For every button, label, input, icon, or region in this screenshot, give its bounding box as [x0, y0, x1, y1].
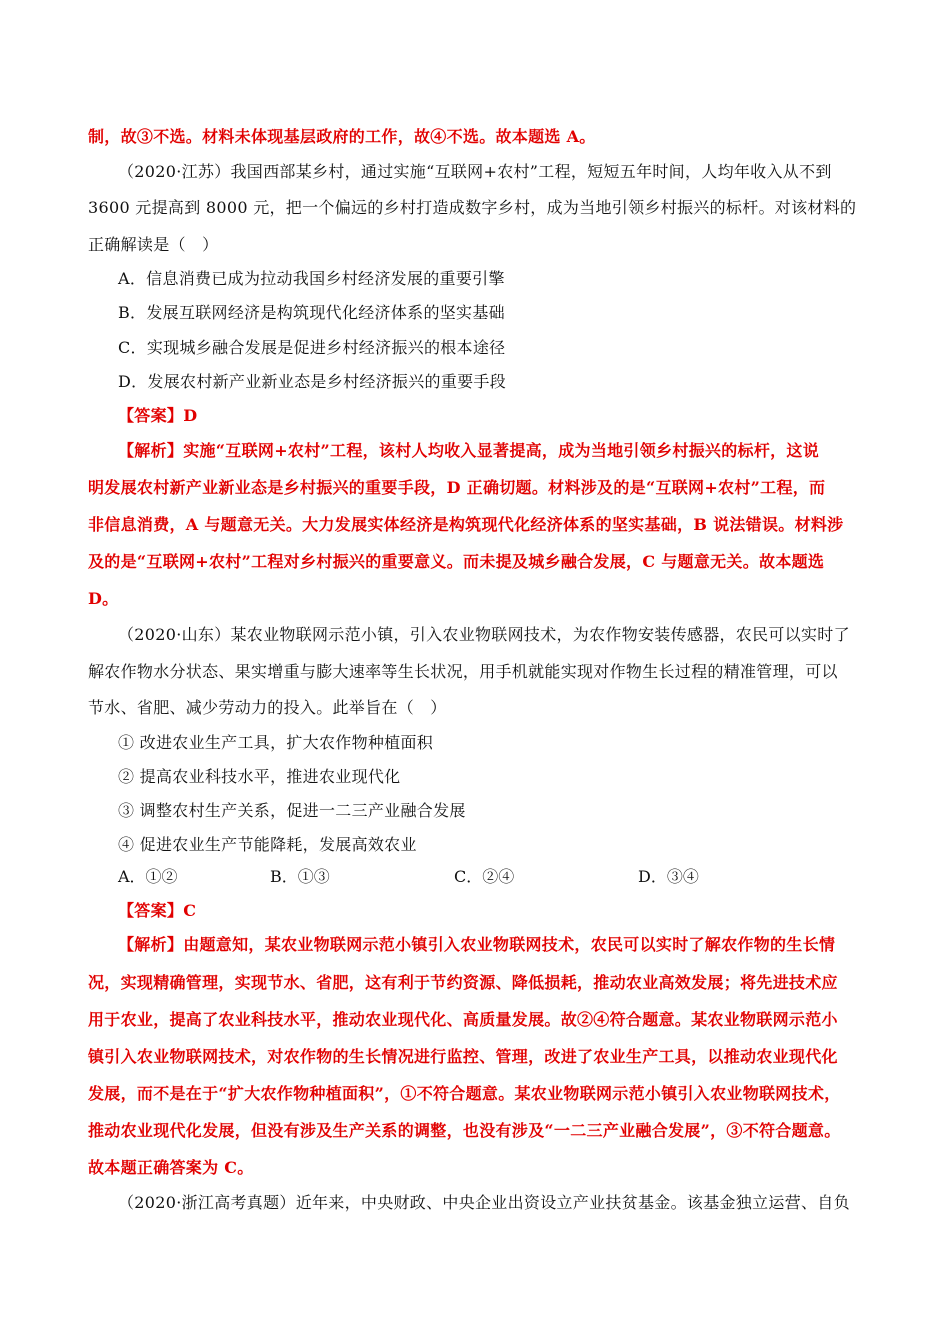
q2-answer: 【答案】C	[118, 901, 197, 920]
q2-item-3: ③ 调整农村生产关系，促进一二三产业融合发展	[118, 801, 466, 820]
q2-analysis-line-5: 发展，而不是在于“扩大农作物种植面积”，①不符合题意。某农业物联网示范小镇引入农业物联网技术，	[88, 1084, 841, 1103]
q1-option-a: A．信息消费已成为拉动我国乡村经济发展的重要引擎	[118, 269, 505, 288]
q1-analysis-line-5: D。	[88, 589, 119, 608]
q1-option-b: B．发展互联网经济是构筑现代化经济体系的坚实基础	[118, 303, 505, 322]
q3-stem-line-1: （2020·浙江高考真题）近年来，中央财政、中央企业出资设立产业扶贫基金。该基金独立运营、自负	[118, 1193, 850, 1212]
q2-item-1: ① 改进农业生产工具，扩大农作物种植面积	[118, 733, 434, 752]
q1-stem-line-3: 正确解读是（ ）	[88, 235, 219, 254]
q2-option-a: A．①②	[118, 867, 178, 886]
q1-option-d: D．发展农村新产业新业态是乡村经济振兴的重要手段	[118, 372, 507, 391]
q2-analysis-line-4: 镇引入农业物联网技术，对农作物的生长情况进行监控、管理，改进了农业生产工具，以推动农业现代化	[88, 1047, 838, 1066]
q2-analysis-line-6: 推动农业现代化发展，但没有涉及生产关系的调整，也没有涉及“一二三产业融合发展”，③不符合题意。	[88, 1121, 841, 1140]
q2-option-d: D．③④	[638, 867, 699, 886]
q2-stem-line-3: 节水、省肥、减少劳动力的投入。此举旨在（ ）	[88, 698, 447, 717]
q2-analysis-line-7: 故本题正确答案为 C。	[88, 1158, 254, 1177]
previous-analysis-tail: 制，故③不选。材料未体现基层政府的工作，故④不选。故本题选 A。	[88, 127, 596, 146]
q2-option-b: B．①③	[270, 867, 330, 886]
q2-item-2: ② 提高农业科技水平，推进农业现代化	[118, 767, 401, 786]
q1-analysis-line-2: 明发展农村新产业新业态是乡村振兴的重要手段，D 正确切题。材料涉及的是“互联网+农村”工程，而	[88, 478, 826, 497]
q1-analysis-line-3: 非信息消费，A 与题意无关。大力发展实体经济是构筑现代化经济体系的坚实基础，B 说法错误。材料涉	[88, 515, 844, 534]
q2-item-4: ④ 促进农业生产节能降耗，发展高效农业	[118, 835, 417, 854]
q2-stem-line-2: 解农作物水分状态、果实增重与膨大速率等生长状况，用手机就能实现对作物生长过程的精准管理，可以	[88, 662, 838, 681]
q1-answer: 【答案】D	[118, 406, 198, 425]
q2-analysis-line-3: 用于农业，提高了农业科技水平，推动农业现代化、高质量发展。故②④符合题意。某农业物联网示范小	[88, 1010, 838, 1029]
q2-analysis-line-2: 况，实现精确管理，实现节水、省肥，这有利于节约资源、降低损耗，推动农业高效发展；将先进技术应	[88, 973, 838, 992]
q2-stem-line-1: （2020·山东）某农业物联网示范小镇，引入农业物联网技术，为农作物安装传感器，农民可以实时了	[118, 625, 850, 644]
q2-analysis-line-1: 【解析】由题意知，某农业物联网示范小镇引入农业物联网技术，农民可以实时了解农作物的生长情	[118, 935, 836, 954]
q2-option-c: C．②④	[454, 867, 515, 886]
q1-analysis-line-4: 及的是“互联网+农村”工程对乡村振兴的重要意义。而未提及城乡融合发展，C 与题意无关。故本题选	[88, 552, 825, 571]
q1-stem-line-1: （2020·江苏）我国西部某乡村，通过实施“互联网+农村”工程，短短五年时间，人均年收入从不到	[118, 162, 832, 181]
q1-analysis-line-1: 【解析】实施“互联网+农村”工程，该村人均收入显著提高，成为当地引领乡村振兴的标杆，这说	[118, 441, 820, 460]
q1-option-c: C．实现城乡融合发展是促进乡村经济振兴的根本途径	[118, 338, 506, 357]
q1-stem-line-2: 3600 元提高到 8000 元，把一个偏远的乡村打造成数字乡村，成为当地引领乡村振兴的标杆。对该材料的	[88, 198, 857, 217]
